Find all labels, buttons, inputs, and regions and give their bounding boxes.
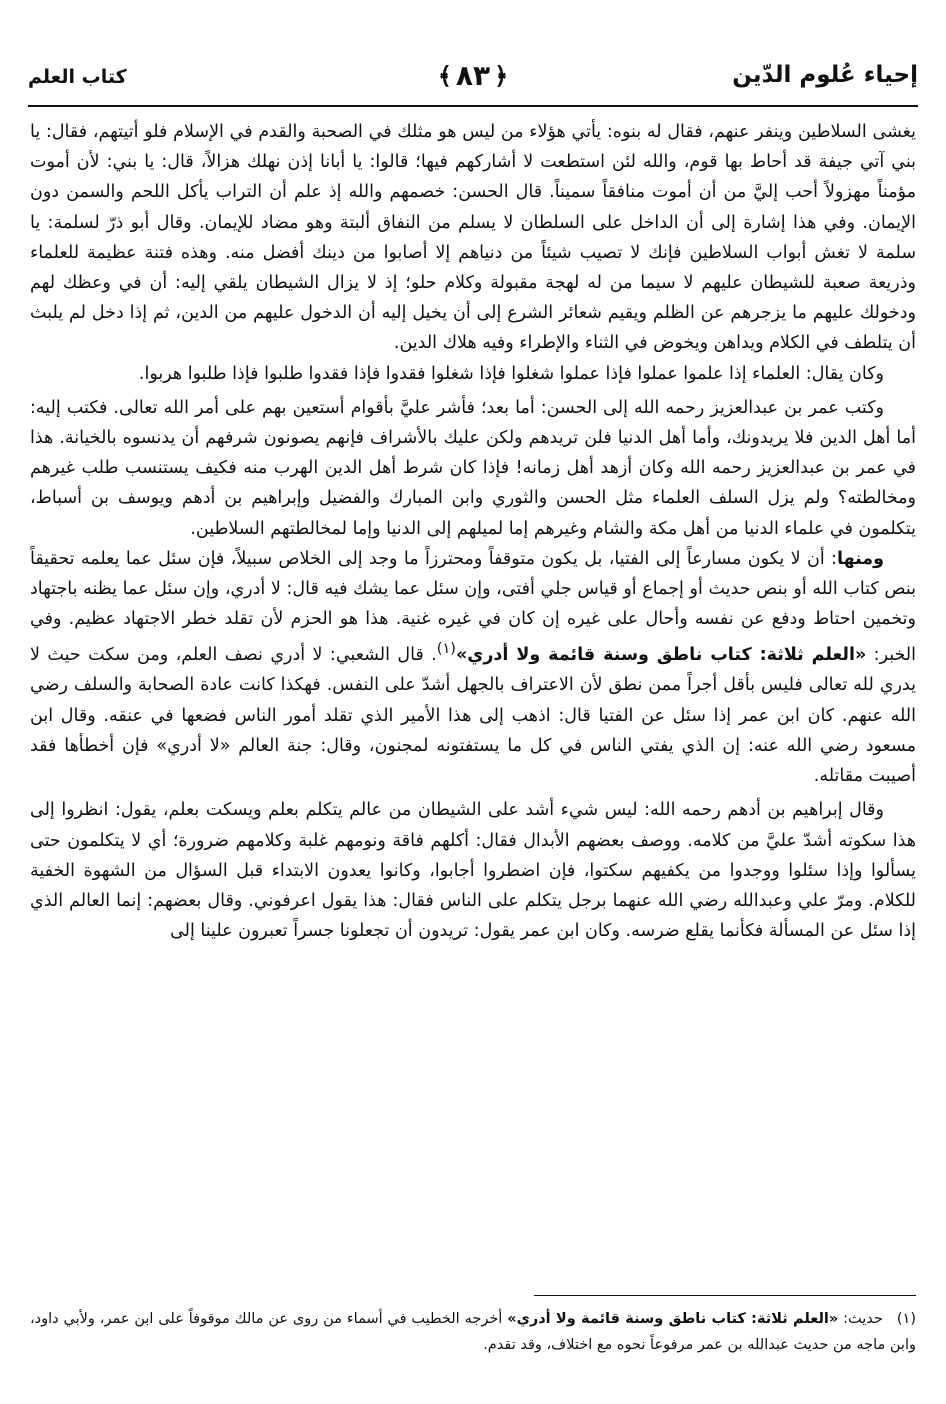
footnote-marker: (١) bbox=[896, 1311, 916, 1327]
paragraph: يغشى السلاطين وينفر عنهم، فقال له بنوه: يأتي هؤلاء من ليس هو مثلك في الصحبة والقدم في الإسلام فلو أتيتهم، فقال: يا بني آتي جيفة قد أحاط بها قوم، والله لئن استطعت لا أشاركهم فيها؛ قالوا: يا أبانا إذن نهلك هزالاً، قال: يا بني: لأن أموت مؤمناً مهزولاً أحب إليَّ من أن أموت منافقاً سميناً. قال الحسن: خصمهم والله إذ علم أن التراب يأكل اللحم والسمن دون الإيمان. وفي هذا إشارة إلى أن الداخل على السلطان لا يسلم من النفاق ألبتة وهو مضاد للإيمان. وقال أبو ذرّ لسلمة: يا سلمة لا تغش أبواب السلاطين فإنك لا تصيب شيئاً من دنياهم إلا أصابوا من دينك أفضل منه. وهذه فتنة عظيمة للعلماء وذريعة صعبة للشيطان عليهم لا سيما من له لهجة مقبولة وكلام حلو؛ إذ لا يزال الشيطان يلقي إليه: أن في وعظك لهم ودخولك عليهم ما يزجرهم عن الظلم ويقيم شعائر الشرع إلى أن يخيل إليه أن الدخول عليهم من الدين، ثم إذا دخل لم يلبث أن يتلطف في الكلام ويداهن ويخوض في الثناء والإطراء وفيه هلاك الدين. bbox=[30, 122, 916, 354]
paragraph: وكان يقال: العلماء إذا علموا عملوا فإذا عملوا شغلوا فإذا شغلوا فقدوا فإذا فقدوا طلبوا فإذا طلبوا هربوا. bbox=[138, 363, 884, 384]
paragraph bbox=[30, 544, 916, 791]
ornament-left-icon: ﴾ bbox=[437, 62, 452, 90]
paragraph-text: : أن لا يكون مسارعاً إلى الفتيا، بل يكون متوقفاً ومحترزاً ما وجد إلى الخلاص سبيلاً، فإن سئل عما يعلمه تحقيقاً بنص كتاب الله أو بنص حديث أو إجماع أو قياس جلي أفتى، وإن سئل عما يشك فيه قال: لا أدري، وإن سئل عما يظنه باجتهاد وتخمين احتاط ودفع عن نفسه وأحال على غيره إن كان في غيره غنية. هذا هو الحزم لأن تقلد خطر الاجتهاد عظيم. وفي الخبر: bbox=[30, 548, 916, 666]
page-number-group bbox=[438, 58, 508, 94]
paragraph: وكتب عمر بن عبدالعزيز رحمه الله إلى الحسن: أما بعد؛ فأشر عليَّ بأقوام أستعين بهم على أمر الله تعالى. فكتب إليه: أما أهل الدين فلا يريدونك، وأما أهل الدنيا فلن تريدهم ولكن عليك بالأشراف فإنهم يصونون شرفهم أن يدنسوه بالخيانة. هذا في عمر بن عبدالعزيز رحمه الله وكان أزهد أهل زمانه! فإذا كان شرط أهل الدين الهرب منه فكيف يستنسب طلب غيرهم ومخالطته؟ ولم يزل السلف العلماء مثل الحسن والثوري وابن المبارك والفضيل وإبراهيم بن أدهم ويوسف بن أسباط، يتكلمون في علماء الدنيا من أهل مكة والشام وغيرهم إما لميلهم إلى الدنيا وإما لمخالطتهم السلاطين. bbox=[30, 397, 916, 539]
book-title: إحياء عُلوم الدّين bbox=[732, 62, 918, 88]
chapter-title: كتاب العلم bbox=[28, 66, 127, 88]
header-divider bbox=[28, 105, 918, 107]
main-text bbox=[30, 117, 916, 946]
footnote-divider bbox=[534, 1295, 916, 1296]
ornament-right-icon: ﴿ bbox=[494, 62, 509, 90]
footnote-reference: (١) bbox=[436, 640, 456, 658]
footnote bbox=[30, 1306, 916, 1358]
page-header bbox=[28, 58, 918, 102]
section-lead: ومنها bbox=[837, 548, 884, 569]
paragraph: وقال إبراهيم بن أدهم رحمه الله: ليس شيء أشد على الشيطان من عالم يتكلم بعلم ويسكت بعلم، يقول: انظروا إلى هذا سكوته أشدّ عليَّ من كلامه. ووصف بعضهم الأبدال فقال: أكلهم فاقة ونومهم غلبة وكلامهم ضرورة؛ أي لا يتكلمون حتى يسألوا وإذا سئلوا ووجدوا من يكفيهم سكتوا، فإن اضطروا أجابوا، وكانوا يعدون الابتداء قبل السؤال من الشهوة الخفية للكلام. ومرّ علي وعبدالله رضي الله عنهما برجل يتكلم على الناس فقال: هذا يقول اعرفوني. وقال بعضهم: إنما العالم الذي إذا سئل عن المسألة فكأنما يقلع ضرسه. وكان ابن عمر يقول: تريدون أن تجعلونا جسراً تعبرون علينا إلى bbox=[30, 800, 916, 942]
footnote-lead: حديث: bbox=[838, 1311, 883, 1327]
page-number: ٨٣ bbox=[455, 59, 491, 92]
footnote-text bbox=[30, 1306, 916, 1358]
footnote-quote: «العلم ثلاثة: كتاب ناطق وسنة قائمة ولا أدري» bbox=[507, 1311, 839, 1327]
footnote-body: أخرجه الخطيب في أسماء من روى عن مالك موقوفاً على ابن عمر، ولأبي داود، وابن ماجه من حديث عبدالله بن عمر مرفوعاً نحوه مع اختلاف، وقد تقدم. bbox=[30, 1311, 916, 1353]
paragraph-text: . قال الشعبي: لا أدري نصف العلم، ومن سكت حيث لا يدري لله تعالى فليس بأقل أجراً ممن نطق لأن الاعتراف بالجهل أشدّ على النفس. فهكذا كانت عادة الصحابة والسلف رضي الله عنهم. كان ابن عمر إذا سئل عن الفتيا قال: اذهب إلى هذا الأمير الذي تقلد أمور الناس فضعها في عنقه. وقال ابن مسعود رضي الله عنه: إن الذي يفتي الناس في كل ما يستفتونه لمجنون، وقال: جنة العالم «لا أدري» فإن أخطأها فقد أصيبت مقاتله. bbox=[30, 645, 916, 787]
hadith-quote: «العلم ثلاثة: كتاب ناطق وسنة قائمة ولا أدري» bbox=[455, 645, 867, 666]
